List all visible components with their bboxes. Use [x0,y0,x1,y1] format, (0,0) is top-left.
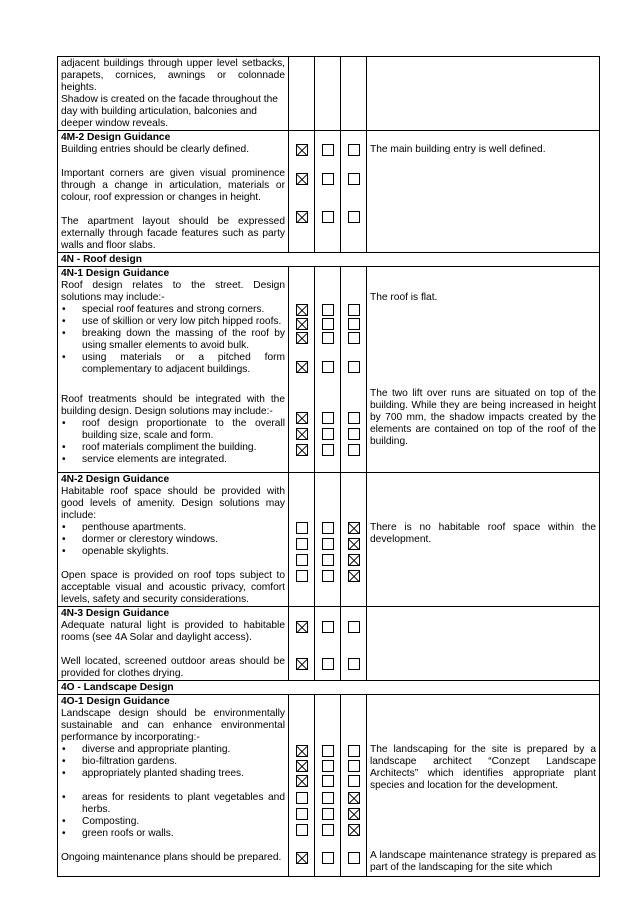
bullet-item: • Composting. [61,816,285,828]
guidance-heading: 4M-2 Design Guidance [61,132,171,143]
guidance-heading: 4N-1 Design Guidance [61,268,170,279]
section-row [58,253,600,267]
table-row [58,607,600,681]
checkbox-empty[interactable] [348,144,360,156]
checkbox-empty[interactable] [322,852,334,864]
comment-text: The roof is flat. [370,292,438,303]
na-column-cell [341,57,367,131]
checkbox-empty[interactable] [348,304,360,316]
checkbox-empty[interactable] [322,318,334,330]
guidance-item: Important corners are given visual prominence through a change in articulation, materials or colour, roof expression or changes in height. [61,168,285,203]
checkbox-empty[interactable] [348,658,360,670]
checkbox-checked[interactable] [296,173,308,185]
checkbox-checked[interactable] [296,852,308,864]
guidance-intro: Habitable roof space should be provided with good levels of amenity. Design solutions may include: [61,486,285,521]
guidance-cell [58,131,289,253]
checkbox-empty[interactable] [348,621,360,633]
checkbox-empty[interactable] [322,412,334,424]
checkbox-checked[interactable] [348,570,360,582]
na-column-cell [341,267,367,473]
checkbox-empty[interactable] [296,570,308,582]
checkbox-empty[interactable] [348,745,360,757]
checkbox-empty[interactable] [322,824,334,836]
guidance-item: Adequate natural light is provided to habitable rooms (see 4A Solar and daylight access). [61,620,285,643]
guidance-text: Shadow is created on the facade throughout the day with building articulation, balconies and deeper window reveals. [61,94,278,129]
bullet-item: • using materials or a pitched form complementary to adjacent buildings. [61,352,285,376]
checkbox-checked[interactable] [296,412,308,424]
checkbox-checked[interactable] [348,538,360,550]
bullet-item: • diverse and appropriate planting. [61,744,285,756]
bullet-item: • areas for residents to plant vegetables and herbs. [61,792,285,816]
comment-cell [367,473,600,607]
guidance-cell [58,695,289,877]
bullet-item: • penthouse apartments. [61,522,285,534]
checkbox-empty[interactable] [348,852,360,864]
yes-column-cell [289,57,315,131]
checkbox-empty[interactable] [322,792,334,804]
na-column-cell [341,131,367,253]
checkbox-empty[interactable] [322,775,334,787]
comment-cell [367,131,600,253]
checkbox-empty[interactable] [296,808,308,820]
checkbox-empty[interactable] [296,824,308,836]
checkbox-empty[interactable] [322,304,334,316]
checkbox-empty[interactable] [296,538,308,550]
checkbox-empty[interactable] [348,361,360,373]
table-row [58,267,600,473]
guidance-cell [58,267,289,473]
checkbox-checked[interactable] [296,444,308,456]
no-column-cell [315,607,341,681]
comment-cell [367,695,600,877]
section-title: 4O - Landscape Design [58,681,600,695]
section-row [58,681,600,695]
checkbox-empty[interactable] [322,745,334,757]
bullet-item: • special roof features and strong corners. [61,304,285,316]
guidance-cell [58,57,289,131]
yes-column-cell [289,131,315,253]
no-column-cell [315,473,341,607]
checkbox-checked[interactable] [296,318,308,330]
guidance-heading: 4N-2 Design Guidance [61,474,170,485]
guidance-heading: 4N-3 Design Guidance [61,608,170,619]
comment-text: A landscape maintenance strategy is prepared as part of the landscaping for the site which [370,850,596,873]
comment-text: The landscaping for the site is prepared by a landscape architect “Conzept Landscape Architects” which identifies appropriate plant species and location for the development. [370,744,596,791]
table-row [58,57,600,131]
checkbox-checked[interactable] [296,775,308,787]
checkbox-empty[interactable] [296,792,308,804]
guidance-intro: Roof design relates to the street. Design solutions may include:- [61,280,285,303]
bullet-item: • roof design proportionate to the overall building size, scale and form. [61,418,285,442]
checkbox-checked[interactable] [296,745,308,757]
checkbox-empty[interactable] [348,444,360,456]
checkbox-empty[interactable] [322,522,334,534]
yes-column-cell [289,473,315,607]
bullet-item: • openable skylights. [61,546,285,558]
checkbox-empty[interactable] [322,621,334,633]
guidance-item: The apartment layout should be expressed externally through facade features such as party walls and floor slabs. [61,216,285,251]
guidance-item: Well located, screened outdoor areas should be provided for clothes drying. [61,656,285,679]
guidance-text: Open space is provided on roof tops subject to acceptable visual and acoustic privacy, comfort levels, safety and security considerations. [61,570,285,605]
bullet-item: • bio-filtration gardens. [61,756,285,768]
comment-text: The two lift over runs are situated on top of the building. While they are being increased in height by 700 mm, the shadow impacts created by the elements are contained on top of the roof of the building. [370,388,596,447]
checkbox-checked[interactable] [296,361,308,373]
checkbox-empty[interactable] [322,570,334,582]
bullet-item: • dormer or clerestory windows. [61,534,285,546]
table-row [58,695,600,877]
checkbox-checked[interactable] [348,554,360,566]
bullet-item: • service elements are integrated. [61,454,285,466]
no-column-cell [315,695,341,877]
section-title: 4N - Roof design [58,253,600,267]
checkbox-empty[interactable] [322,144,334,156]
checkbox-empty[interactable] [296,554,308,566]
checkbox-empty[interactable] [322,332,334,344]
checkbox-empty[interactable] [322,444,334,456]
table-row [58,131,600,253]
no-column-cell [315,131,341,253]
checkbox-empty[interactable] [322,538,334,550]
checkbox-checked[interactable] [348,808,360,820]
checkbox-checked[interactable] [296,428,308,440]
checkbox-empty[interactable] [322,173,334,185]
comment-text: The main building entry is well defined. [370,144,546,155]
bullet-item: • roof materials compliment the building. [61,442,285,454]
checkbox-empty[interactable] [322,428,334,440]
checkbox-checked[interactable] [348,522,360,534]
bullet-item: • green roofs or walls. [61,828,285,840]
checkbox-empty[interactable] [348,428,360,440]
checkbox-checked[interactable] [348,792,360,804]
yes-column-cell [289,607,315,681]
guidance-cell [58,473,289,607]
yes-column-cell [289,267,315,473]
checkbox-empty[interactable] [296,522,308,534]
guidance-intro: Roof treatments should be integrated with the building design. Design solutions may include:- [61,394,285,417]
guidance-cell [58,607,289,681]
checkbox-empty[interactable] [348,173,360,185]
yes-column-cell [289,695,315,877]
na-column-cell [341,695,367,877]
checkbox-empty[interactable] [348,332,360,344]
checkbox-checked[interactable] [296,304,308,316]
checkbox-checked[interactable] [348,824,360,836]
guidance-item: Building entries should be clearly defined. [61,144,250,155]
guidance-intro: Landscape design should be environmentally sustainable and can enhance environmental performance by incorporating:- [61,708,285,743]
bullet-item: • use of skillion or very low pitch hipped roofs. [61,316,285,328]
guidance-text: adjacent buildings through upper level setbacks, parapets, cornices, awnings or colonnade heights. [61,58,285,93]
checkbox-empty[interactable] [348,318,360,330]
table-row [58,473,600,607]
checkbox-checked[interactable] [296,211,308,223]
checkbox-empty[interactable] [348,211,360,223]
checkbox-empty[interactable] [348,412,360,424]
checkbox-checked[interactable] [296,332,308,344]
na-column-cell [341,473,367,607]
comment-text: There is no habitable roof space within the development. [370,522,596,545]
comment-cell [367,57,600,131]
comment-cell [367,607,600,681]
guidance-text: Ongoing maintenance plans should be prepared. [61,852,282,863]
guidance-heading: 4O-1 Design Guidance [61,696,170,707]
checkbox-checked[interactable] [296,760,308,772]
checkbox-empty[interactable] [322,361,334,373]
bullet-item: • appropriately planted shading trees. [61,768,285,780]
checkbox-empty[interactable] [322,760,334,772]
checkbox-empty[interactable] [348,775,360,787]
checkbox-checked[interactable] [296,658,308,670]
checkbox-empty[interactable] [322,211,334,223]
bullet-item: • breaking down the massing of the roof by using smaller elements to avoid bulk. [61,328,285,352]
no-column-cell [315,267,341,473]
checkbox-empty[interactable] [322,658,334,670]
checkbox-empty[interactable] [322,808,334,820]
checkbox-checked[interactable] [296,144,308,156]
no-column-cell [315,57,341,131]
checkbox-empty[interactable] [348,760,360,772]
design-guidance-table [57,56,600,877]
na-column-cell [341,607,367,681]
checkbox-empty[interactable] [322,554,334,566]
checkbox-checked[interactable] [296,621,308,633]
comment-cell [367,267,600,473]
